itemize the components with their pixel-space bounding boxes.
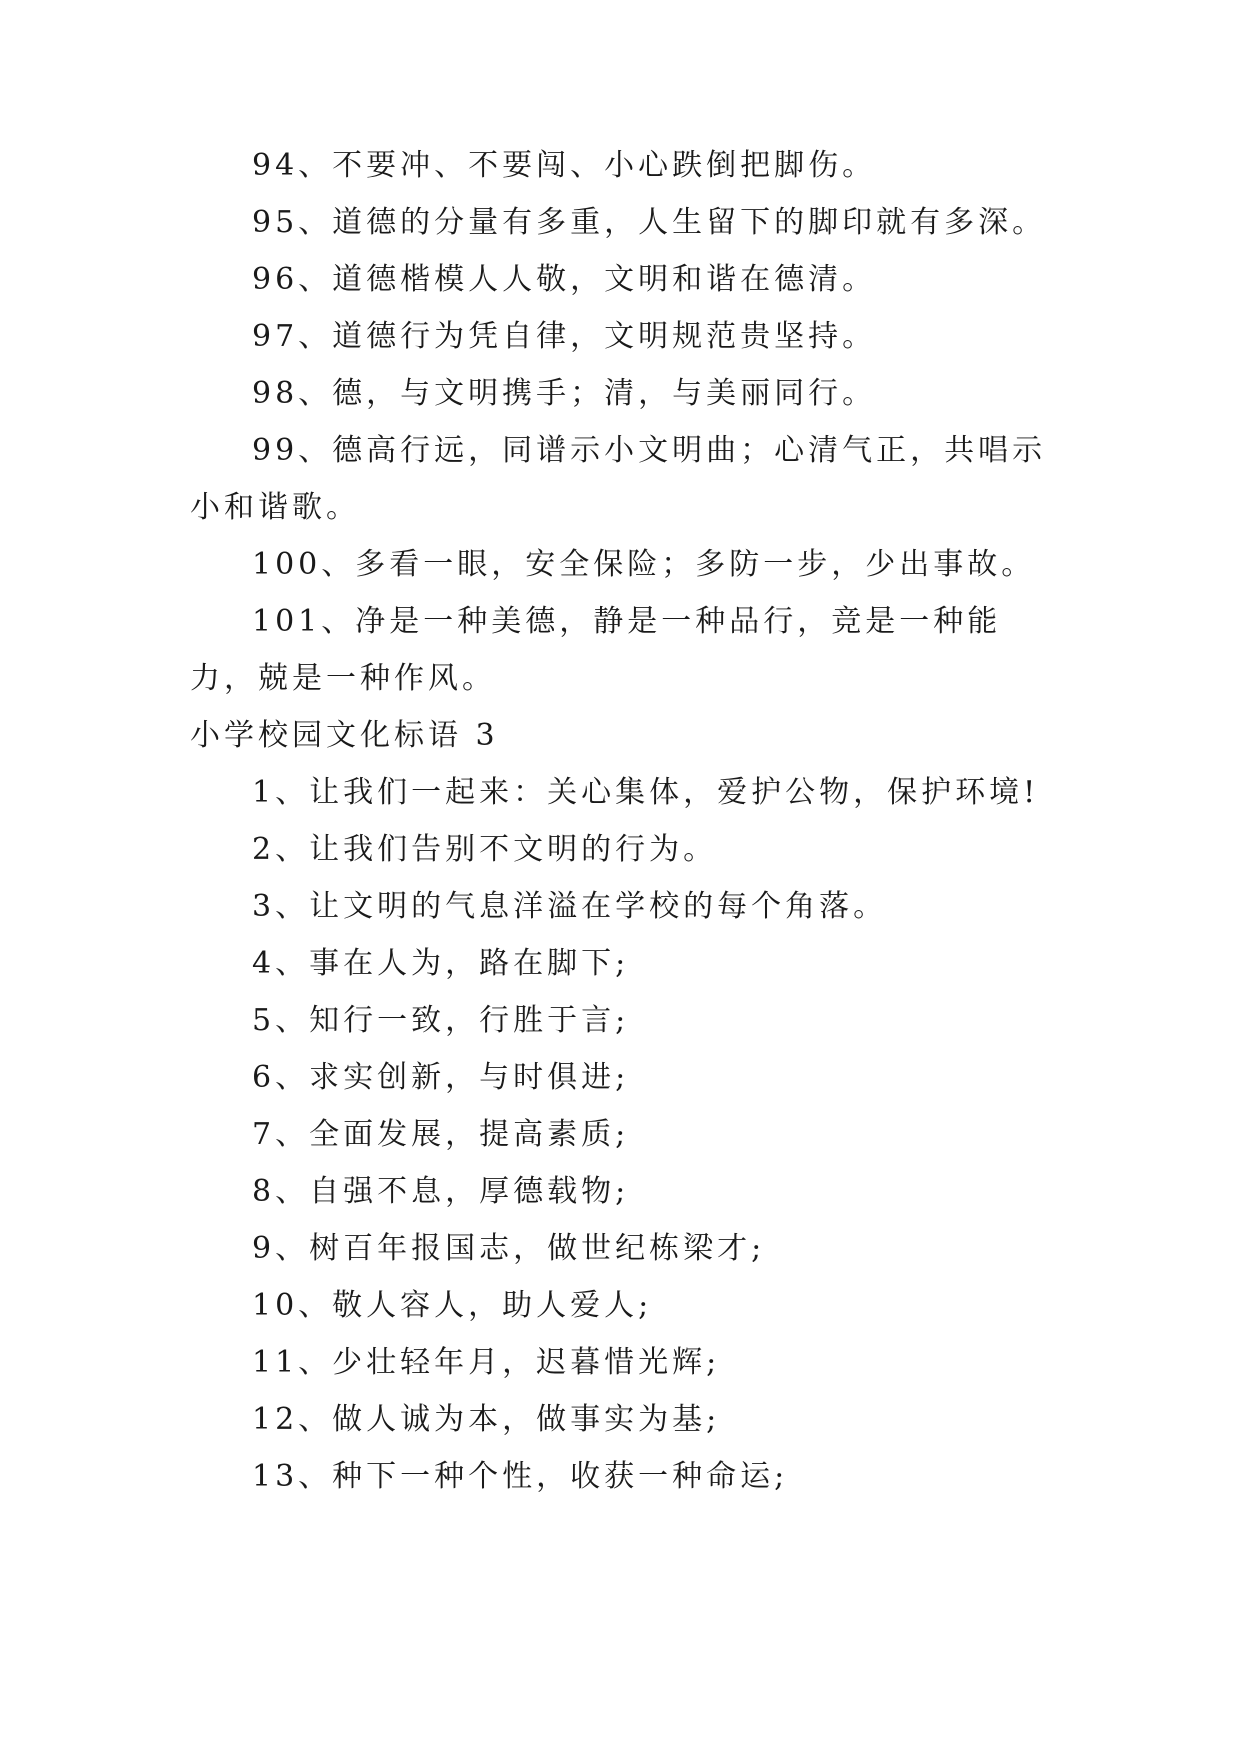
slogan-9: 9、树百年报国志，做世纪栋梁才;: [252, 1231, 766, 1266]
slogan-3: 3、让文明的气息洋溢在学校的每个角落。: [252, 889, 888, 924]
slogan-2: 2、让我们告别不文明的行为。: [252, 832, 718, 867]
slogan-13: 13、种下一种个性，收获一种命运;: [252, 1459, 789, 1494]
slogan-98: 98、德，与文明携手；清，与美丽同行。: [252, 376, 877, 411]
slogan-4: 4、事在人为，路在脚下;: [252, 946, 630, 981]
slogan-11: 11、少壮轻年月，迟暮惜光辉;: [252, 1345, 721, 1380]
slogan-101: 101、净是一种美德，静是一种品行，竞是一种能力，兢是一种作风。: [190, 604, 1002, 696]
slogan-7: 7、全面发展，提高素质;: [252, 1117, 630, 1152]
slogan-12: 12、做人诚为本，做事实为基;: [252, 1402, 721, 1437]
slogan-94: 94、不要冲、不要闯、小心跌倒把脚伤。: [252, 148, 877, 183]
slogan-10: 10、敬人容人，助人爱人;: [252, 1288, 653, 1323]
slogan-99: 99、德高行远，同谱示小文明曲；心清气正，共唱示小和谐歌。: [190, 433, 1047, 525]
slogan-8: 8、自强不息，厚德载物;: [252, 1174, 630, 1209]
section-heading: 小学校园文化标语 3: [190, 718, 499, 753]
slogan-95: 95、道德的分量有多重，人生留下的脚印就有多深。: [252, 205, 1047, 240]
slogan-97: 97、道德行为凭自律，文明规范贵坚持。: [252, 319, 877, 354]
slogan-96: 96、道德楷模人人敬，文明和谐在德清。: [252, 262, 877, 297]
slogan-6: 6、求实创新，与时俱进;: [252, 1060, 630, 1095]
slogan-1: 1、让我们一起来：关心集体，爱护公物，保护环境!: [252, 775, 1040, 810]
slogan-5: 5、知行一致，行胜于言;: [252, 1003, 630, 1038]
slogan-100: 100、多看一眼，安全保险；多防一步，少出事故。: [252, 547, 1036, 582]
